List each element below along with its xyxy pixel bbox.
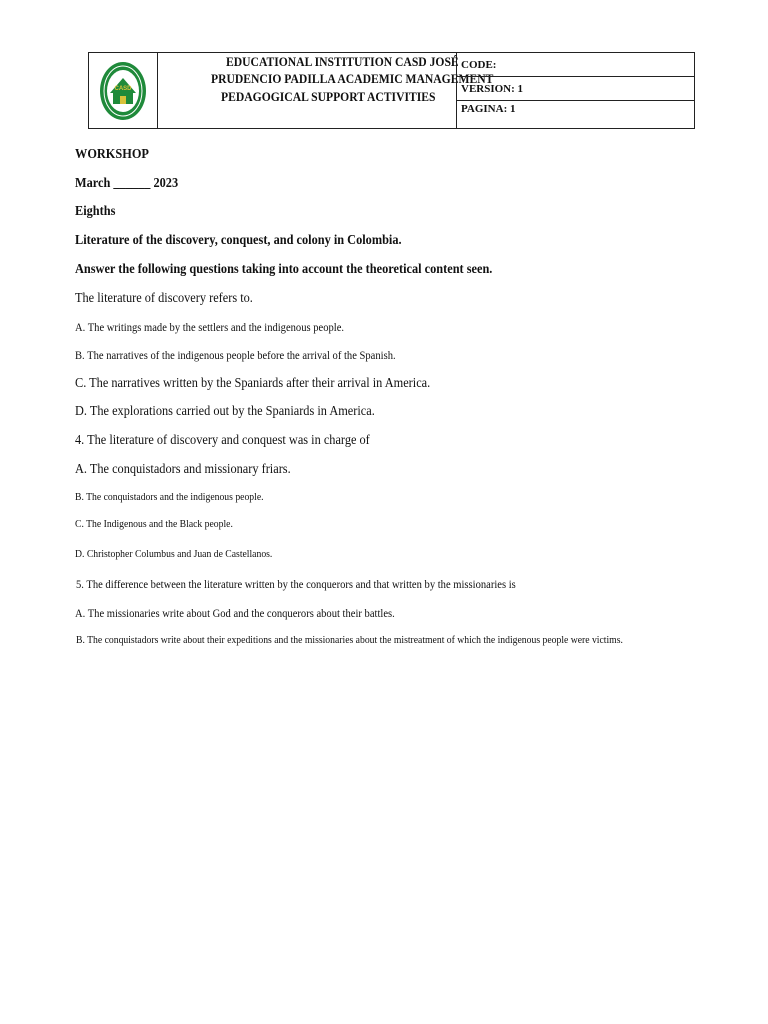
- title-line-1: EDUCATIONAL INSTITUTION CASD JOSÉ: [226, 55, 459, 69]
- logo-text: CASD: [114, 85, 132, 92]
- workshop-heading: WORKSHOP: [75, 147, 149, 162]
- q5-option-a: A. The missionaries write about God and the conquerors about their battles.: [75, 606, 395, 620]
- q1-option-d: D. The explorations carried out by the Spaniards in America.: [75, 404, 375, 419]
- code-field: CODE:: [457, 53, 694, 77]
- question-1: The literature of discovery refers to.: [75, 291, 253, 306]
- topic-heading: Literature of the discovery, conquest, and colony in Colombia.: [75, 233, 402, 248]
- instruction-text: Answer the following questions taking into account the theoretical content seen.: [75, 262, 493, 277]
- date-line: March ______ 2023: [75, 176, 179, 191]
- q4-option-d: D. Christopher Columbus and Juan de Castellanos.: [75, 548, 273, 560]
- q1-option-a: A. The writings made by the settlers and the indigenous people.: [75, 320, 345, 334]
- school-logo-icon: [99, 60, 147, 122]
- q5-option-b: B. The conquistadors write about their expeditions and the missionaries about the mistreatment of which the indigenous people were victims.: [76, 634, 623, 646]
- grade-line: Eighths: [75, 204, 116, 219]
- title-line-3: PEDAGOGICAL SUPPORT ACTIVITIES: [221, 90, 436, 104]
- logo-cell: [89, 53, 158, 128]
- title-line-2: PRUDENCIO PADILLA ACADEMIC MANAGEMENT: [211, 72, 494, 86]
- header-table: [88, 52, 695, 129]
- q1-option-b: B. The narratives of the indigenous people before the arrival of the Spanish.: [75, 348, 396, 362]
- q4-option-a: A. The conquistadors and missionary friars.: [75, 462, 291, 477]
- question-4: 4. The literature of discovery and conquest was in charge of: [75, 433, 370, 448]
- q1-option-c: C. The narratives written by the Spaniards after their arrival in America.: [75, 376, 431, 391]
- version-field: VERSION: 1: [457, 77, 694, 101]
- pagina-field: PAGINA: 1: [461, 103, 516, 115]
- q4-option-b: B. The conquistadors and the indigenous people.: [75, 491, 264, 503]
- question-5: 5. The difference between the literature written by the conquerors and that written by the missionaries is: [76, 577, 516, 591]
- q4-option-c: C. The Indigenous and the Black people.: [75, 518, 233, 530]
